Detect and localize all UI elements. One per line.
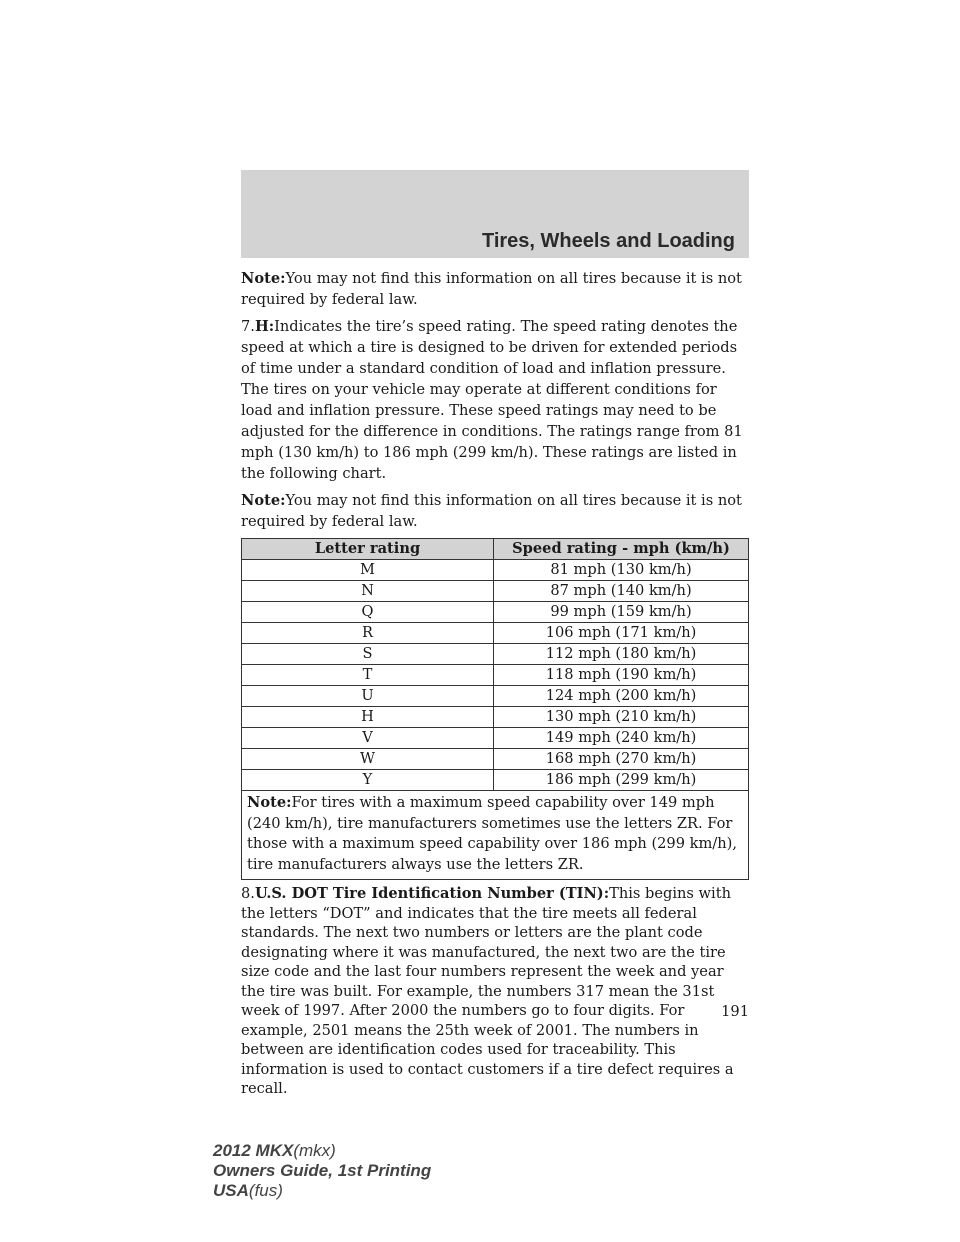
column-header-letter: Letter rating xyxy=(242,539,494,560)
table-note-row xyxy=(242,791,749,880)
table-note-text: For tires with a maximum speed capability over 149 mph (240 km/h), tire manufacturers sometimes use the letters ZR. For those with a maximum speed capability over 186 mph (299 km/h), tire manufacturers always use the letters ZR. xyxy=(247,794,737,873)
note-label: Note: xyxy=(241,270,286,287)
table-row xyxy=(242,686,749,707)
page-content xyxy=(241,268,749,1105)
footer-model: 2012 MKX xyxy=(213,1141,294,1160)
letter-cell: V xyxy=(242,728,494,749)
footer-line-market xyxy=(213,1181,431,1201)
letter-cell: N xyxy=(242,581,494,602)
footer-edition: Owners Guide, 1st Printing xyxy=(213,1161,432,1180)
letter-cell: W xyxy=(242,749,494,770)
footer-line-edition xyxy=(213,1161,431,1181)
speed-cell: 81 mph (130 km/h) xyxy=(494,560,749,581)
table-row xyxy=(242,623,749,644)
table-row xyxy=(242,602,749,623)
letter-cell: Q xyxy=(242,602,494,623)
item-label: H: xyxy=(254,318,275,335)
speed-cell: 124 mph (200 km/h) xyxy=(494,686,749,707)
letter-cell: U xyxy=(242,686,494,707)
column-header-speed: Speed rating - mph (km/h) xyxy=(494,539,749,560)
letter-cell: M xyxy=(242,560,494,581)
table-row xyxy=(242,749,749,770)
speed-rating-paragraph xyxy=(241,316,749,484)
speed-cell: 168 mph (270 km/h) xyxy=(494,749,749,770)
section-title: Tires, Wheels and Loading xyxy=(481,230,735,252)
item-text: This begins with the letters “DOT” and indicates that the tire meets all federal standards. The next two numbers or letters are the plant code designating where it was manufactured, the next two are the tire size code and the last four numbers represent the week and year the tire was built. For example, the numbers 317 mean the 31st week of 1997. After 2000 the numbers go to four digits. For example, 2501 means the 25th week of 2001. The numbers in between are identification codes used for traceability. This information is used to contact customers if a tire defect requires a recall. xyxy=(241,885,734,1097)
table-row xyxy=(242,560,749,581)
footer-model-code: (mkx) xyxy=(293,1141,336,1160)
letter-cell: S xyxy=(242,644,494,665)
item-label: U.S. DOT Tire Identification Number (TIN): xyxy=(254,885,610,902)
note-text: You may not find this information on all tires because it is not required by federal law. xyxy=(241,270,742,308)
table-header-row xyxy=(242,539,749,560)
item-number: 7. xyxy=(241,318,255,335)
letter-cell: H xyxy=(242,707,494,728)
speed-cell: 106 mph (171 km/h) xyxy=(494,623,749,644)
speed-cell: 130 mph (210 km/h) xyxy=(494,707,749,728)
footer-line-model xyxy=(213,1141,431,1161)
page-number: 191 xyxy=(721,1003,749,1020)
speed-cell: 186 mph (299 km/h) xyxy=(494,770,749,791)
table-row xyxy=(242,644,749,665)
table-row xyxy=(242,581,749,602)
table-row xyxy=(242,707,749,728)
speed-cell: 112 mph (180 km/h) xyxy=(494,644,749,665)
footer-market: USA xyxy=(213,1181,249,1200)
section-header-band xyxy=(241,170,749,258)
table-row xyxy=(242,665,749,686)
speed-rating-table xyxy=(241,538,749,880)
table-note-label: Note: xyxy=(247,794,292,811)
note-paragraph xyxy=(241,268,749,310)
item-number: 8. xyxy=(241,885,255,902)
note-text: You may not find this information on all tires because it is not required by federal law. xyxy=(241,492,742,530)
letter-cell: T xyxy=(242,665,494,686)
item-text: Indicates the tire’s speed rating. The speed rating denotes the speed at which a tire is designed to be driven for extended periods of time under a standard condition of load and inflation pressure. The tires on your vehicle may operate at different conditions for load and inflation pressure. These speed ratings may need to be adjusted for the difference in conditions. The ratings range from 81 mph (130 km/h) to 186 mph (299 km/h). These ratings are listed in the following chart. xyxy=(241,318,743,482)
document-footer xyxy=(213,1141,431,1201)
speed-cell: 87 mph (140 km/h) xyxy=(494,581,749,602)
note-paragraph xyxy=(241,490,749,532)
speed-cell: 118 mph (190 km/h) xyxy=(494,665,749,686)
tin-paragraph xyxy=(241,884,749,1099)
speed-cell: 99 mph (159 km/h) xyxy=(494,602,749,623)
speed-cell: 149 mph (240 km/h) xyxy=(494,728,749,749)
letter-cell: Y xyxy=(242,770,494,791)
letter-cell: R xyxy=(242,623,494,644)
note-label: Note: xyxy=(241,492,286,509)
table-row xyxy=(242,728,749,749)
table-row xyxy=(242,770,749,791)
table-note xyxy=(242,791,749,880)
footer-market-code: (fus) xyxy=(248,1181,283,1200)
